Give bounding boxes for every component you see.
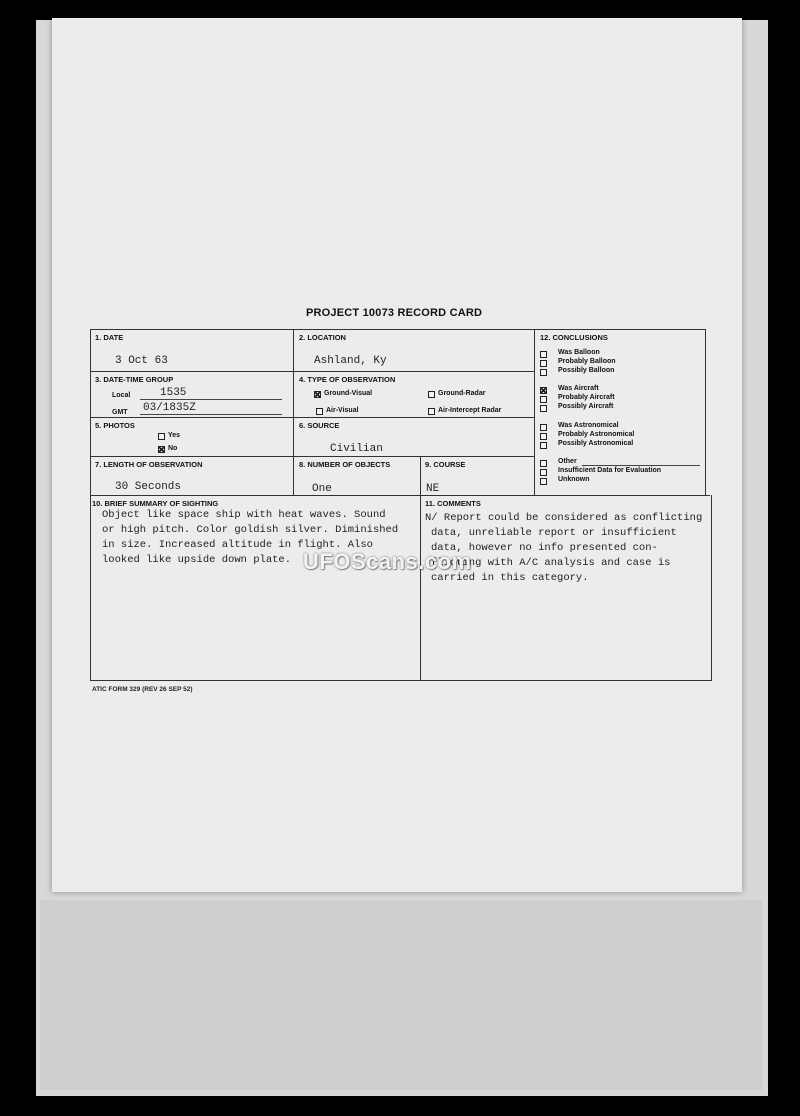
comments-line: N/ Report could be considered as conflicting — [425, 512, 703, 524]
conclusion-option: Probably Balloon — [558, 358, 616, 365]
air-intercept-radar-label: Air-Intercept Radar — [438, 407, 502, 414]
probably-astronomical-checkbox — [540, 433, 547, 440]
ground-visual-label: Ground-Visual — [324, 390, 373, 397]
photos-no-label: No — [168, 445, 178, 452]
date-label: 1. DATE — [95, 333, 124, 342]
conclusion-option: Probably Astronomical — [558, 431, 635, 438]
course-label: 9. COURSE — [425, 460, 466, 469]
conclusion-option: Possibly Astronomical — [558, 440, 634, 447]
conclusion-option: Other — [558, 458, 577, 465]
card-title: PROJECT 10073 RECORD CARD — [306, 307, 483, 319]
watermark: UFOScans.com — [303, 549, 472, 574]
conclusion-option: Insufficient Data for Evaluation — [558, 467, 662, 474]
location-label: 2. LOCATION — [299, 333, 346, 342]
comments-line: data, unreliable report or insufficient — [431, 527, 677, 539]
probably-balloon-checkbox — [540, 360, 547, 367]
num-objects-value: One — [312, 483, 332, 495]
gmt-time-value: 03/1835Z — [143, 402, 196, 414]
comments-label: 11. COMMENTS — [425, 499, 481, 508]
other-checkbox — [540, 460, 547, 467]
was-aircraft-checkbox — [540, 387, 547, 394]
gmt-time-label: GMT — [112, 409, 128, 416]
was-astronomical-checkbox — [540, 424, 547, 431]
date-value: 3 Oct 63 — [115, 355, 168, 367]
summary-label: 10. BRIEF SUMMARY OF SIGHTING — [92, 499, 219, 508]
air-visual-checkbox — [316, 408, 323, 415]
was-balloon-checkbox — [540, 351, 547, 358]
conclusion-option: Possibly Balloon — [558, 367, 615, 374]
ground-visual-checkbox — [314, 391, 321, 398]
ground-radar-checkbox — [428, 391, 435, 398]
possibly-balloon-checkbox — [540, 369, 547, 376]
local-time-label: Local — [112, 392, 131, 399]
observation-type-label: 4. TYPE OF OBSERVATION — [299, 375, 396, 384]
conclusion-option: Probably Aircraft — [558, 394, 615, 401]
summary-line: Object like space ship with heat waves. Sound — [102, 509, 386, 521]
conclusion-option: Was Aircraft — [558, 385, 599, 392]
length-value: 30 Seconds — [115, 481, 182, 493]
air-visual-label: Air-Visual — [326, 407, 359, 414]
summary-line: or high pitch. Color goldish silver. Diminished — [102, 524, 399, 536]
length-label: 7. LENGTH OF OBSERVATION — [95, 460, 203, 469]
conclusion-option: Unknown — [558, 476, 590, 483]
source-label: 6. SOURCE — [299, 421, 340, 430]
probably-aircraft-checkbox — [540, 396, 547, 403]
form-id: ATIC FORM 329 (REV 26 SEP 52) — [92, 686, 193, 693]
conclusions-label: 12. CONCLUSIONS — [540, 333, 608, 342]
document-sheet — [52, 18, 742, 892]
conclusion-option: Was Balloon — [558, 349, 600, 356]
possibly-aircraft-checkbox — [540, 405, 547, 412]
summary-line: looked like upside down plate. — [102, 554, 292, 566]
datetime-group-label: 3. DATE-TIME GROUP — [95, 375, 174, 384]
photos-label: 5. PHOTOS — [95, 421, 135, 430]
photos-yes-checkbox — [158, 433, 165, 440]
lower-page-strip — [40, 900, 762, 1090]
source-value: Civilian — [330, 443, 383, 455]
num-objects-label: 8. NUMBER OF OBJECTS — [299, 460, 391, 469]
photos-yes-label: Yes — [168, 432, 181, 439]
comments-line: carried in this category. — [431, 572, 589, 584]
comments-line: data, however no info presented con- — [431, 542, 658, 554]
ground-radar-label: Ground-Radar — [438, 390, 486, 397]
photos-no-checkbox — [158, 446, 165, 453]
conclusion-option: Possibly Aircraft — [558, 403, 614, 410]
air-intercept-radar-checkbox — [428, 408, 435, 415]
insufficient-data-checkbox — [540, 469, 547, 476]
local-time-value: 1535 — [160, 387, 187, 399]
summary-line: in size. Increased altitude in flight. Also — [102, 539, 373, 551]
location-value: Ashland, Ky — [314, 355, 387, 367]
comments-line: flicting with A/C analysis and case is — [431, 557, 671, 569]
course-value: NE — [426, 483, 440, 495]
possibly-astronomical-checkbox — [540, 442, 547, 449]
conclusion-option: Was Astronomical — [558, 422, 619, 429]
unknown-checkbox — [540, 478, 547, 485]
